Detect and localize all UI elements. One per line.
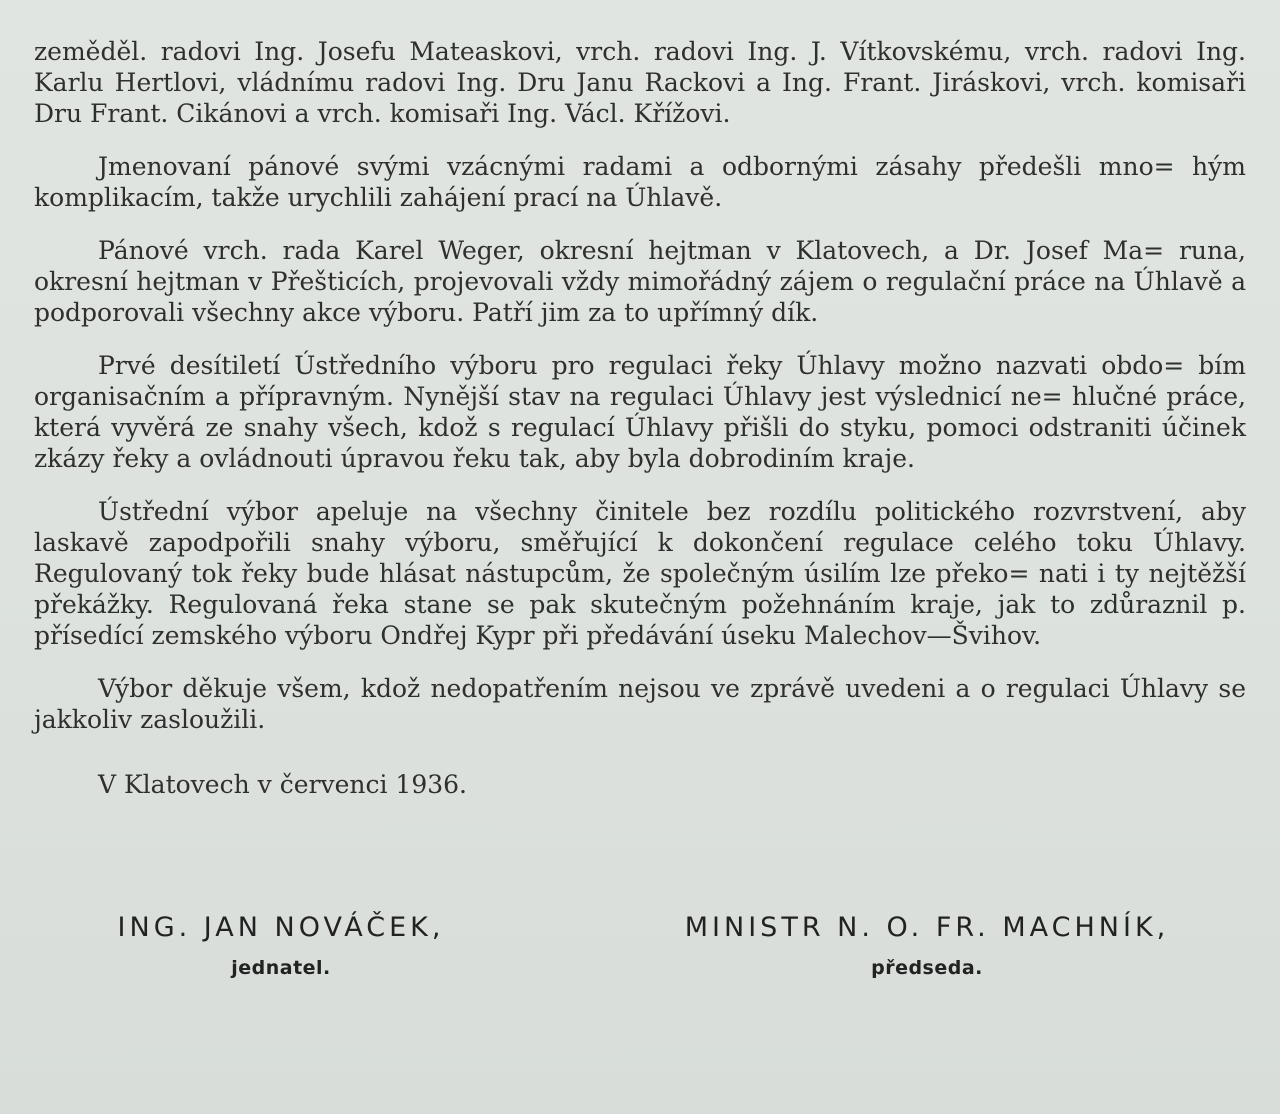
paragraph-closing-thanks: Výbor děkuje všem, kdož nedopatřením nejsou ve zprávě uvedeni a o regulaci Úhlavy se jakkoliv zasloužili. xyxy=(34,674,1246,734)
signature-role: předseda. xyxy=(871,957,983,979)
paragraph-appeal: Ústřední výbor apeluje na všechny činitele bez rozdílu politického rozvrstvení, aby laskavě zapodpořili snahy výboru, směřující k dokončení regulace celého toku Úhlavy. Regulovaný tok řeky bude hlásat nástupcům, že společným úsilím lze překo= nati i ty nejtěžší překážky. Regulovaná řeka stane se pak skutečným požehnáním kraje, jak to zdůraznil p. přísedící zemského výboru Ondřej Kypr při předávání úseku Malechov—Švihov. xyxy=(34,497,1246,650)
signature-role: jednatel. xyxy=(231,957,331,979)
paragraph-first-decade: Prvé desítiletí Ústředního výboru pro regulaci řeky Úhlavy možno nazvati obdo= bím organisačním a přípravným. Nynější stav na regulaci Úhlavy jest výslednicí ne= hlučné práce, která vyvěrá ze snahy všech, kdož s regulací Úhlavy přišli do styku, pomoci odstraniti účinek zkázy řeky a ovládnouti úpravou řeku tak, aby byla dobrodiním kraje. xyxy=(34,351,1246,473)
signature-secretary xyxy=(96,912,466,979)
signature-name: ING. JAN NOVÁČEK, xyxy=(117,912,445,943)
paragraph-thanks-advice: Jmenovaní pánové svými vzácnými radami a odbornými zásahy předešli mno= hým komplikacím, takže urychlili zahájení prací na Úhlavě. xyxy=(34,152,1246,212)
signature-name: MINISTR N. O. FR. MACHNÍK, xyxy=(684,912,1170,943)
signature-chairman xyxy=(672,912,1182,979)
paragraph-continuation: zeměděl. radovi Ing. Josefu Mateaskovi, vrch. radovi Ing. J. Vítkovskému, vrch. radovi Ing. Karlu Hertlovi, vládnímu radovi Ing. Dru Janu Rackovi a Ing. Frant. Jiráskovi, vrch. komisaři Dru Frant. Cikánovi a vrch. komisaři Ing. Václ. Křížovi. xyxy=(34,37,1246,128)
body-text xyxy=(34,36,1246,822)
paragraph-thanks-officials: Pánové vrch. rada Karel Weger, okresní hejtman v Klatovech, a Dr. Josef Ma= runa, okresní hejtman v Přešticích, projevovali vždy mimořádný zájem o regulační práce na Úhlavě a podporovali všechny akce výboru. Patří jim za to upřímný dík. xyxy=(34,236,1246,327)
date-line: V Klatovech v červenci 1936. xyxy=(98,770,467,799)
